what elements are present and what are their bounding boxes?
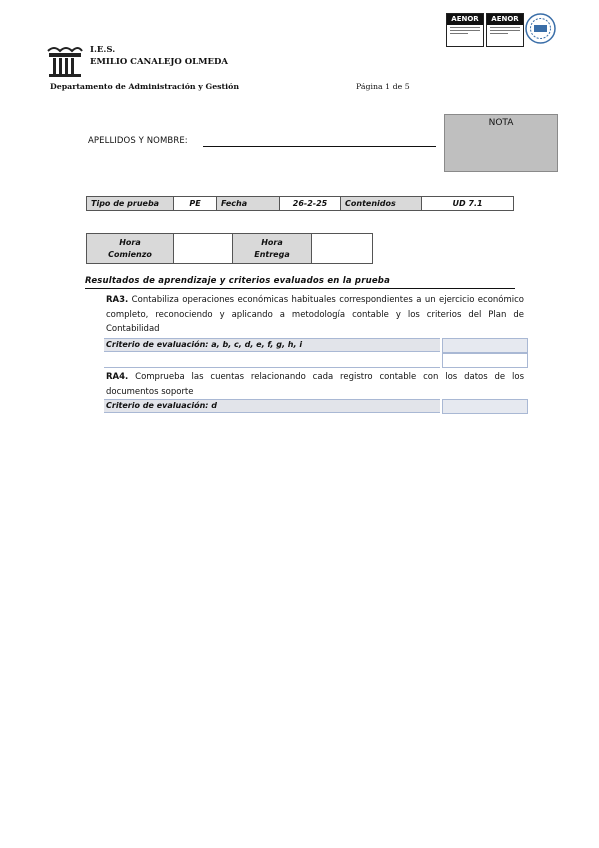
start-time-label (87, 234, 174, 264)
ra4-criteria: Criterio de evaluación: d (104, 399, 440, 413)
ra3-blank-row (104, 353, 440, 368)
grade-box (444, 114, 558, 172)
ra4-score-cell[interactable] (442, 399, 528, 414)
ra3-text: Contabiliza operaciones económicas habituales correspondientes a un ejercicio económico completo, reconociendo y aplicando a metodología contable y los criterios del Plan de Contabilidad (106, 295, 524, 334)
test-type-label: Tipo de prueba (87, 197, 174, 211)
contents-value: UD 7.1 (422, 197, 514, 211)
grade-label: NOTA (488, 118, 514, 128)
end-time-field[interactable] (312, 234, 373, 264)
aenor-badge-2-label: AENOR (487, 14, 523, 25)
school-line-1: I.E.S. (90, 45, 116, 55)
ra3-extra-cell[interactable] (442, 353, 528, 368)
aenor-badge-1-label: AENOR (447, 14, 483, 25)
aenor-badge-1 (446, 13, 484, 47)
school-name (90, 44, 228, 68)
date-label: Fecha (217, 197, 280, 211)
end-time-label (233, 234, 312, 264)
school-line-2: EMILIO CANALEJO OLMEDA (90, 57, 228, 67)
time-table (86, 233, 373, 264)
date-value: 26-2-25 (280, 197, 341, 211)
test-type-value: PE (174, 197, 217, 211)
start-time-field[interactable] (174, 234, 233, 264)
name-label: APELLIDOS Y NOMBRE: (88, 136, 188, 146)
ra3-description (106, 293, 524, 337)
end-time-label-line-2: Entrega (254, 249, 290, 259)
ra3-score-cell[interactable] (442, 338, 528, 353)
iqnet-seal-icon (525, 13, 556, 44)
start-time-label-line-2: Comienzo (108, 249, 152, 259)
aenor-badge-2 (486, 13, 524, 47)
school-logo (46, 43, 84, 77)
department-name: Departamento de Administración y Gestión (50, 82, 239, 91)
ra4-description (106, 370, 524, 399)
ra4-text: Comprueba las cuentas relacionando cada registro contable con los datos de los documentos soporte (106, 372, 524, 397)
end-time-label-line-1: Hora (261, 237, 283, 247)
contents-label: Contenidos (341, 197, 422, 211)
ra3-code: RA3. (106, 295, 129, 305)
results-title: Resultados de aprendizaje y criterios evaluados en la prueba (85, 276, 515, 289)
ra3-criteria: Criterio de evaluación: a, b, c, d, e, f, g, h, i (104, 338, 440, 352)
page-number: Página 1 de 5 (356, 82, 410, 91)
name-input-line[interactable] (203, 146, 436, 147)
start-time-label-line-1: Hora (119, 237, 141, 247)
test-info-table (86, 196, 514, 211)
ra4-code: RA4. (106, 372, 129, 382)
